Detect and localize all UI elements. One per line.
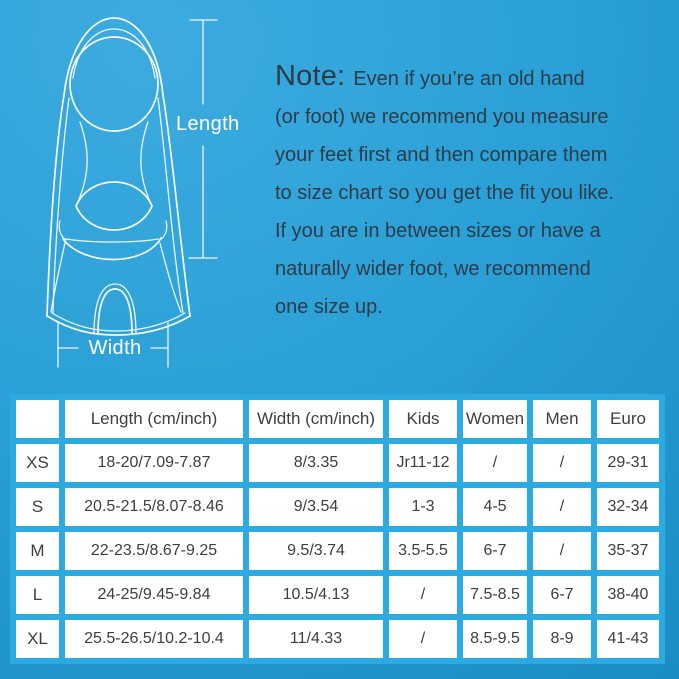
table-row-s (16, 488, 659, 526)
table-cell: Jr11-12 (389, 444, 457, 482)
table-cell: 22-23.5/8.67-9.25 (65, 532, 243, 570)
table-cell: / (533, 488, 591, 526)
table-cell: 41-43 (597, 620, 659, 658)
row-label: XS (16, 444, 59, 482)
table-cell: 9.5/3.74 (249, 532, 383, 570)
row-label: S (16, 488, 59, 526)
table-cell: 1-3 (389, 488, 457, 526)
table-cell: 6-7 (463, 532, 527, 570)
table-cell: 4-5 (463, 488, 527, 526)
note-line: (or foot) we recommend you measure (275, 106, 609, 128)
row-label: XL (16, 620, 59, 658)
table-cell: 6-7 (533, 576, 591, 614)
table-cell: 18-20/7.09-7.87 (65, 444, 243, 482)
header-cell-euro: Euro (597, 400, 659, 438)
table-cell: 9/3.54 (249, 488, 383, 526)
note-line-text: Even if you’re an old hand (353, 68, 585, 90)
table-cell: / (533, 532, 591, 570)
header-cell-blank (16, 400, 59, 438)
table-cell: / (463, 444, 527, 482)
table-cell: 10.5/4.13 (249, 576, 383, 614)
row-label: L (16, 576, 59, 614)
header-cell-width: Width (cm/inch) (249, 400, 383, 438)
header-cell-men: Men (533, 400, 591, 438)
note-line: one size up. (275, 296, 383, 318)
table-row-xl (16, 620, 659, 658)
note-line (275, 57, 675, 98)
header-cell-kids: Kids (389, 400, 457, 438)
note-line: naturally wider foot, we recommend (275, 258, 591, 280)
note-line: If you are in between sizes or have a (275, 220, 601, 242)
table-cell: 38-40 (597, 576, 659, 614)
size-table (10, 394, 665, 664)
header-row (16, 400, 659, 438)
table-cell: 8/3.35 (249, 444, 383, 482)
table-cell: 29-31 (597, 444, 659, 482)
table-cell: 35-37 (597, 532, 659, 570)
note-heading: Note: (275, 60, 346, 92)
table-row-xs (16, 444, 659, 482)
table-cell: 11/4.33 (249, 620, 383, 658)
table-cell: 8.5-9.5 (463, 620, 527, 658)
table-cell: 8-9 (533, 620, 591, 658)
row-label: M (16, 532, 59, 570)
length-dimension-line (189, 20, 217, 258)
note-line: your feet first and then compare them (275, 144, 608, 166)
table-cell: / (389, 620, 457, 658)
width-label: Width (88, 337, 142, 359)
table-cell: 20.5-21.5/8.07-8.46 (65, 488, 243, 526)
table-row-l (16, 576, 659, 614)
length-label: Length (176, 113, 240, 135)
table-cell: 25.5-26.5/10.2-10.4 (65, 620, 243, 658)
table-cell: / (533, 444, 591, 482)
note-block (275, 57, 675, 326)
note-line: to size chart so you get the fit you like. (275, 182, 615, 204)
table-cell: 7.5-8.5 (463, 576, 527, 614)
table-cell: / (389, 576, 457, 614)
table-cell: 24-25/9.45-9.84 (65, 576, 243, 614)
table-cell: 3.5-5.5 (389, 532, 457, 570)
header-cell-women: Women (463, 400, 527, 438)
table-row-m (16, 532, 659, 570)
header-cell-length: Length (cm/inch) (65, 400, 243, 438)
table-cell: 32-34 (597, 488, 659, 526)
fin-outline (47, 18, 190, 335)
fin-diagram (0, 0, 250, 390)
